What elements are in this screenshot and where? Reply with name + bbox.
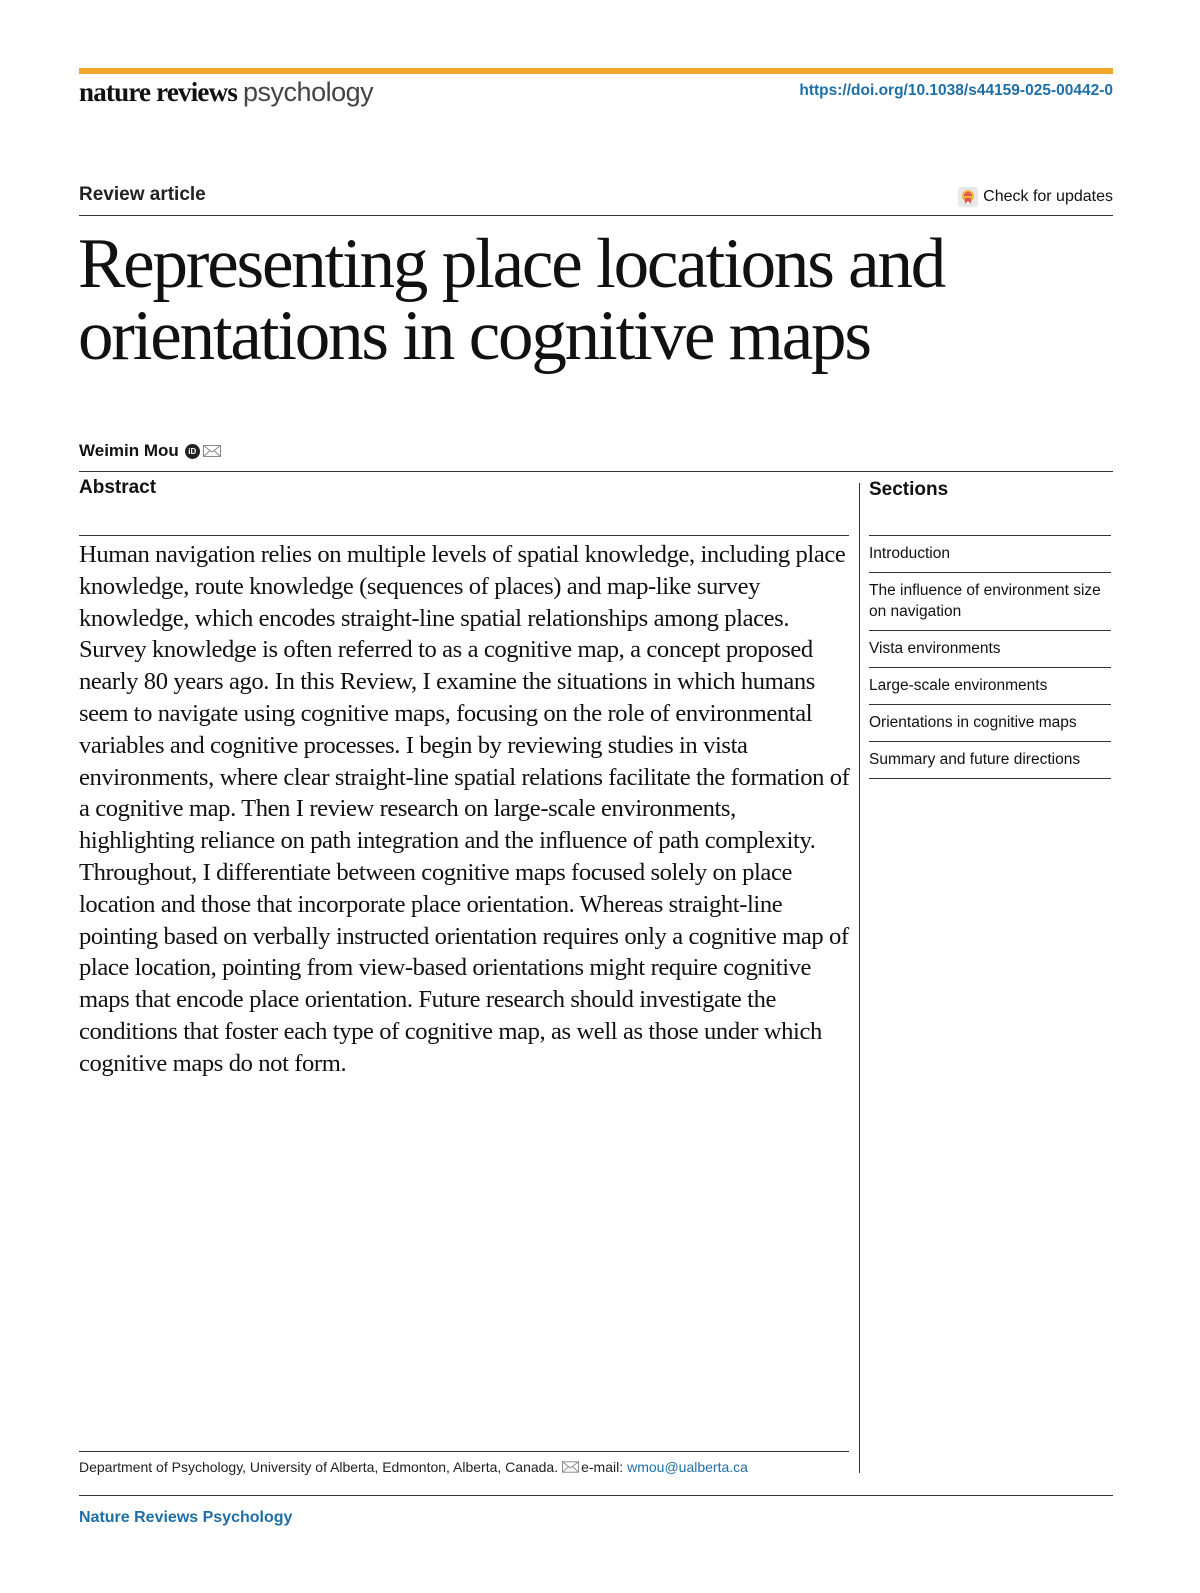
orcid-icon[interactable]: iD [185,444,200,459]
divider [79,1451,849,1452]
doi-link[interactable]: https://doi.org/10.1038/s44159-025-00442-0 [799,82,1113,99]
journal-footer[interactable]: Nature Reviews Psychology [79,1509,293,1526]
divider [79,215,1113,216]
check-for-updates-button[interactable] [957,186,1113,208]
abstract-text: Human navigation relies on multiple levels of spatial knowledge, including place knowledge, route knowledge (sequences of places) and map-like survey knowledge, which encodes straight-line spatial relationships among places. Survey knowledge is often referred to as a cognitive map, a concept proposed nearly 80 years ago. In this Review, I examine the situations in which humans seem to navigate using cognitive maps, focusing on the role of environmental variables and cognitive processes. I begin by reviewing studies in vista environments, where clear straight-line spatial relations facilitate the formation of a cognitive map. Then I review research on large-scale environments, highlighting reliance on path integration and the influence of path complexity. Throughout, I differentiate between cognitive maps focused solely on place location and those that incorporate place orientation. Whereas straight-line pointing based on verbally instructed orientation requires only a cognitive map of place location, pointing from view-based orientations might require cognitive maps that encode place orientation. Future research should investigate the conditions that foster each type of cognitive map, as well as those under which cognitive maps do not form. [79,541,850,1077]
article-title: Representing place locations and orientations in cognitive maps [78,225,945,375]
journal-masthead [79,77,373,108]
section-link-large-scale-environments[interactable]: Large-scale environments [869,668,1111,705]
mail-icon[interactable] [203,445,221,457]
sections-heading: Sections [869,479,949,500]
article-type: Review article [79,184,206,205]
affiliation-line [79,1459,748,1475]
author-name[interactable]: Weimin Mou [79,441,179,460]
column-divider [859,483,860,1473]
section-link-vista-environments[interactable]: Vista environments [869,631,1111,668]
abstract-heading: Abstract [79,477,157,498]
author-email-link[interactable]: wmou@ualberta.ca [627,1459,748,1475]
check-updates-icon [957,186,979,208]
divider [79,471,1113,472]
section-link-summary[interactable]: Summary and future directions [869,742,1111,779]
journal-name-light: psychology [243,77,374,107]
author-line [79,441,221,461]
sections-list [869,535,1111,779]
divider [79,535,849,536]
section-link-environment-size[interactable]: The influence of environment size on navigation [869,573,1111,631]
masthead-accent-bar [79,68,1113,74]
mail-icon [562,1461,579,1473]
journal-name-strong: nature reviews [79,77,238,107]
section-link-orientations[interactable]: Orientations in cognitive maps [869,705,1111,742]
divider [79,1495,1113,1496]
section-link-introduction[interactable]: Introduction [869,536,1111,573]
email-label: e-mail: [581,1459,624,1475]
affiliation-text: Department of Psychology, University of Alberta, Edmonton, Alberta, Canada. [79,1459,559,1475]
check-updates-label: Check for updates [983,188,1113,205]
